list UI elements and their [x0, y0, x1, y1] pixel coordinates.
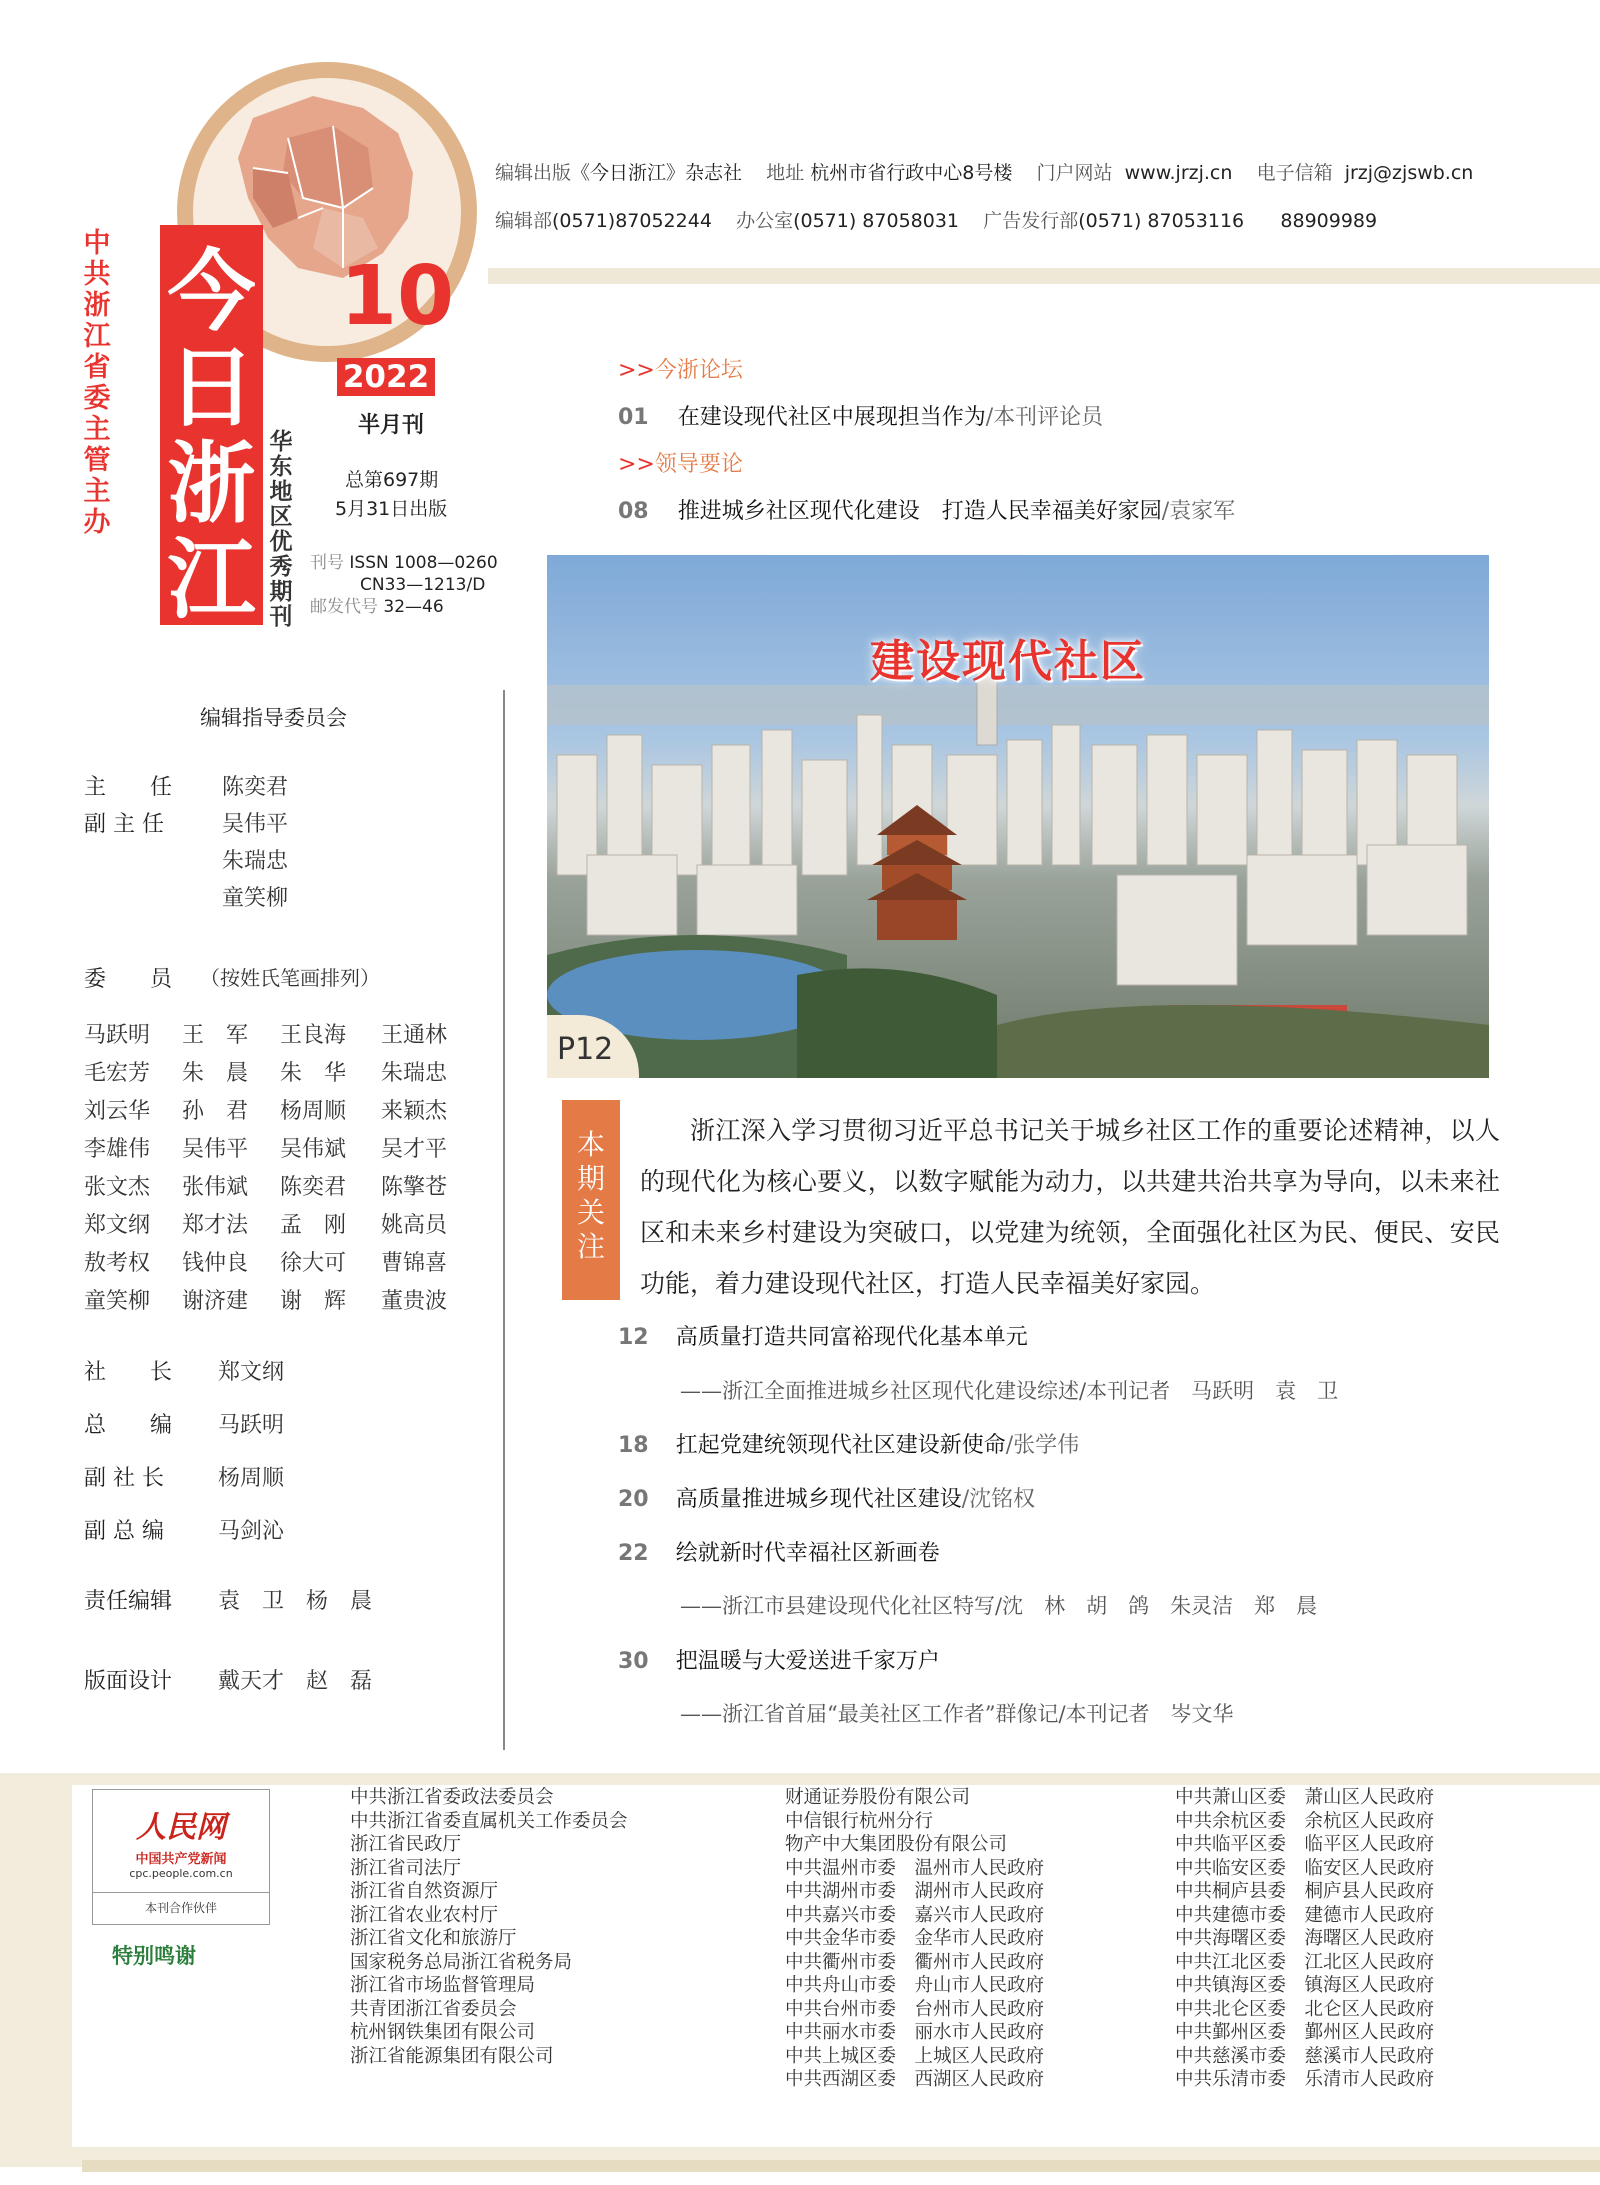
member-name: 郑才法: [182, 1213, 249, 1238]
title-char: 今: [167, 239, 256, 343]
article-subtitle: ——浙江全面推进城乡社区现代化建设综述/本刊记者 马跃明 袁 卫: [680, 1379, 1339, 1403]
thanks-entry: 中共江北区委 江北区人民政府: [1175, 1951, 1435, 1973]
article-title: 扛起党建统领现代社区建设新使命: [675, 1433, 1006, 1458]
member-name: 钱仲良: [182, 1251, 249, 1276]
toc-item[interactable]: [618, 1428, 1079, 1459]
thanks-entry: 中共北仑区委 北仑区人民政府: [1175, 1998, 1435, 2020]
page-number: 18: [618, 1433, 649, 1458]
member-name: 曹锦喜: [381, 1251, 448, 1276]
member-name: 陈奕君: [280, 1175, 347, 1200]
member-name: 朱瑞忠: [381, 1061, 448, 1086]
thanks-entry: 国家税务总局浙江省税务局: [350, 1951, 573, 1973]
publisher-info-line1: [495, 158, 1473, 185]
toc-item[interactable]: [618, 1482, 1035, 1513]
thanks-entry: 中共慈溪市委 慈溪市人民政府: [1175, 2045, 1435, 2067]
article-title: 高质量打造共同富裕现代化基本单元: [675, 1325, 1028, 1350]
thanks-entry: 中共镇海区委 镇海区人民政府: [1175, 1975, 1435, 1996]
feature-title: 建设现代社区: [870, 636, 1146, 687]
staff-name: 袁 卫 杨 晨: [218, 1589, 373, 1614]
issn: ISSN 1008—0260: [349, 553, 498, 573]
members-label: 委 员: [84, 967, 173, 992]
toc-item[interactable]: [618, 1536, 940, 1567]
member-name: 朱 华: [280, 1061, 347, 1086]
partner-sub: 中国共产党新闻: [135, 1852, 227, 1867]
member-name: 谢 辉: [280, 1289, 347, 1314]
article-title: 绘就新时代幸福社区新画卷: [675, 1541, 940, 1566]
thanks-entry: 中共舟山市委 舟山市人民政府: [785, 1975, 1045, 1996]
member-name: 马跃明: [84, 1023, 151, 1048]
director-name: 陈奕君: [222, 775, 289, 800]
website-link[interactable]: www.jrzj.cn: [1124, 162, 1233, 184]
thanks-entry: 浙江省市场监督管理局: [350, 1975, 536, 1996]
member-name: 张伟斌: [182, 1175, 249, 1200]
member-name: 敖考权: [84, 1251, 151, 1276]
partner-tag: 本刊合作伙伴: [93, 1892, 269, 1916]
member-name: 姚高员: [381, 1213, 448, 1238]
thanks-entry: 中共萧山区委 萧山区人民政府: [1175, 1787, 1435, 1808]
staff-label: 责任编辑: [84, 1589, 173, 1614]
toc-item[interactable]: [618, 1320, 1028, 1351]
member-name: 谢济建: [182, 1289, 249, 1314]
section-title: 领导要论: [654, 452, 743, 477]
arrow-icon: >>: [618, 358, 655, 383]
thanks-col1: [350, 1786, 628, 2068]
member-name: 王通林: [381, 1023, 448, 1048]
thanks-entry: 中信银行杭州分行: [785, 1810, 934, 1832]
total-issue: 总第697期: [345, 469, 439, 491]
staff-name: 马剑沁: [218, 1519, 285, 1544]
thanks-entry: 中共湖州市委 湖州市人民政府: [785, 1881, 1045, 1902]
member-grid: [84, 1023, 481, 1314]
thanks-entry: 中共台州市委 台州市人民政府: [785, 1998, 1045, 2020]
staff-name: 戴天才 赵 磊: [218, 1669, 373, 1694]
info-label: 广告发行部: [983, 210, 1079, 232]
member-name: 刘云华: [84, 1099, 151, 1124]
info-value: 杭州市省行政中心8号楼: [810, 162, 1013, 184]
member-name: 朱 晨: [182, 1061, 249, 1086]
member-name: 孙 君: [182, 1099, 249, 1124]
issn-label: 刊号: [310, 553, 344, 573]
info-value: 88909989: [1280, 210, 1378, 232]
title-char: 江: [167, 527, 256, 631]
partner-logo[interactable]: [92, 1789, 270, 1925]
arrow-icon: >>: [618, 452, 655, 477]
info-value: (0571)87052244: [552, 210, 712, 232]
header-rule: [488, 268, 1600, 284]
article-title: 在建设现代社区中展现担当作为: [677, 405, 986, 430]
thanks-entry: 中共衢州市委 衢州市人民政府: [785, 1951, 1045, 1973]
thanks-entry: 中共浙江省委政法委员会: [350, 1787, 554, 1808]
info-value: (0571) 87053116: [1078, 210, 1245, 232]
thanks-entry: 中共西湖区委 西湖区人民政府: [785, 2069, 1045, 2090]
page-number: 22: [618, 1541, 649, 1566]
cn-number: CN33—1213/D: [360, 575, 486, 595]
thanks-col2: [785, 1786, 1044, 2092]
footer-rule: [82, 2160, 1600, 2172]
member-name: 陈擎苍: [381, 1175, 448, 1200]
deputy-label: 副 主 任: [84, 812, 164, 837]
member-name: 郑文纲: [84, 1213, 151, 1238]
thanks-entry: 中共金华市委 金华市人民政府: [785, 1928, 1045, 1949]
article-subtitle: ——浙江市县建设现代化社区特写/沈 林 胡 鸽 朱灵洁 郑 晨: [680, 1594, 1318, 1618]
partner-url: cpc.people.com.cn: [129, 1867, 233, 1880]
section-heading-leaders: [618, 447, 743, 478]
page-number: 30: [618, 1649, 649, 1674]
members-note: （按姓氏笔画排列）: [200, 966, 380, 990]
thanks-entry: 杭州钢铁集团有限公司: [350, 2022, 536, 2043]
staff-label: 社 长: [84, 1360, 173, 1385]
member-name: 王 军: [182, 1023, 249, 1048]
toc-item[interactable]: [618, 400, 1103, 431]
article-title: 高质量推进城乡现代社区建设: [675, 1487, 962, 1512]
deputy-name: 童笑柳: [222, 886, 289, 911]
postal-code: 32—46: [383, 597, 444, 617]
staff-label: 副 社 长: [84, 1466, 164, 1491]
member-name: 来颖杰: [381, 1099, 448, 1124]
toc-item[interactable]: [618, 1644, 940, 1675]
thanks-entry: 中共桐庐县委 桐庐县人民政府: [1175, 1881, 1435, 1902]
staff-name: 郑文纲: [218, 1360, 285, 1385]
director-label: 主 任: [84, 775, 173, 800]
staff-name: 马跃明: [218, 1413, 285, 1438]
thanks-entry: 浙江省民政厅: [350, 1834, 462, 1855]
thanks-entry: 浙江省能源集团有限公司: [350, 2045, 554, 2067]
year-badge: 2022: [337, 358, 435, 396]
focus-tag: [562, 1100, 620, 1300]
thanks-entry: 中共嘉兴市委 嘉兴市人民政府: [785, 1904, 1045, 1926]
thanks-entry: 中共浙江省委直属机关工作委员会: [350, 1810, 628, 1832]
staff-name: 杨周顺: [218, 1466, 285, 1491]
postal-label: 邮发代号: [310, 597, 378, 617]
article-title: 推进城乡社区现代化建设 打造人民幸福美好家园: [677, 499, 1162, 524]
frequency: 半月刊: [358, 413, 425, 438]
thanks-entry: 中共温州市委 温州市人民政府: [785, 1857, 1045, 1879]
thanks-label: 特别鸣谢: [112, 1943, 196, 1968]
info-label: 电子信箱: [1256, 162, 1333, 184]
member-name: 毛宏芳: [84, 1061, 151, 1086]
thanks-entry: 共青团浙江省委员会: [350, 1998, 517, 2020]
article-author: /沈铭权: [961, 1487, 1036, 1512]
page-number: 08: [618, 499, 649, 524]
issue-number: 10: [340, 249, 455, 344]
thanks-entry: 浙江省文化和旅游厅: [350, 1928, 517, 1949]
member-name: 吴伟平: [182, 1137, 249, 1162]
page-number: 12: [618, 1325, 649, 1350]
email-link[interactable]: jrzj@zjswb.cn: [1344, 162, 1474, 184]
article-author: /张学伟: [1005, 1433, 1080, 1458]
column-divider: [503, 690, 505, 1750]
publish-date: 5月31日出版: [335, 498, 448, 520]
article-title: 把温暖与大爱送进千家万户: [675, 1649, 940, 1674]
thanks-entry: 中共建德市委 建德市人民政府: [1175, 1904, 1435, 1926]
thanks-entry: 中共丽水市委 丽水市人民政府: [785, 2022, 1045, 2043]
info-value: 《今日浙江》杂志社: [571, 162, 743, 184]
thanks-entry: 浙江省司法厅: [350, 1857, 462, 1879]
thanks-entry: 中共临平区委 临平区人民政府: [1175, 1834, 1435, 1855]
intro-paragraph: 浙江深入学习贯彻习近平总书记关于城乡社区工作的重要论述精神，以人的现代化为核心要义，以数字赋能为动力，以共建共治共享为导向，以未来社区和未来乡村建设为突破口，以党建为统领，全面强化社区为民、便民、安民功能，着力建设现代社区，打造人民幸福美好家园。: [640, 1116, 1500, 1298]
member-name: 杨周顺: [280, 1099, 347, 1124]
page-number: 01: [618, 405, 649, 430]
info-label: 地址: [766, 162, 805, 184]
member-name: 董贵波: [381, 1289, 448, 1314]
publisher-info-line2: [495, 206, 1377, 233]
info-label: 办公室: [736, 210, 794, 232]
thanks-entry: 中共余杭区委 余杭区人民政府: [1175, 1810, 1435, 1832]
people-logo-icon: 人民网: [136, 1810, 226, 1845]
award-vertical: 华东地区优秀期刊: [269, 429, 293, 630]
thanks-entry: 中共临安区委 临安区人民政府: [1175, 1857, 1435, 1879]
thanks-entry: 中共上城区委 上城区人民政府: [785, 2045, 1045, 2067]
page-number: 20: [618, 1487, 649, 1512]
thanks-entry: 物产中大集团股份有限公司: [785, 1834, 1008, 1855]
member-name: 吴伟斌: [280, 1137, 347, 1162]
member-name: 张文杰: [84, 1175, 151, 1200]
magazine-title-block: [160, 225, 263, 631]
title-char: 浙: [167, 431, 256, 535]
info-value: (0571) 87058031: [793, 210, 960, 232]
sponsor-vertical: 中共浙江省委主管主办: [83, 228, 111, 538]
feature-page-tag[interactable]: P12: [547, 1015, 639, 1078]
thanks-entry: 财通证券股份有限公司: [785, 1787, 971, 1808]
member-name: 吴才平: [381, 1137, 448, 1162]
article-author: /袁家军: [1161, 499, 1236, 524]
article-author: /本刊评论员: [985, 405, 1104, 430]
member-name: 孟 刚: [280, 1213, 347, 1238]
thanks-col3: [1175, 1786, 1434, 2092]
deputy-name: 吴伟平: [222, 812, 289, 837]
member-name: 王良海: [280, 1023, 347, 1048]
title-char: 日: [167, 335, 256, 439]
article-subtitle: ——浙江省首届“最美社区工作者”群像记/本刊记者 岑文华: [680, 1702, 1234, 1726]
committee-heading: 编辑指导委员会: [200, 706, 347, 730]
section-title: 今浙论坛: [654, 358, 743, 383]
thanks-entry: 中共乐清市委 乐清市人民政府: [1175, 2069, 1435, 2090]
thanks-entry: 浙江省农业农村厅: [350, 1904, 499, 1926]
thanks-entry: 中共鄞州区委 鄞州区人民政府: [1175, 2022, 1435, 2043]
staff-label: 版面设计: [84, 1669, 173, 1694]
section-heading-forum: [618, 353, 743, 384]
member-name: 童笑柳: [84, 1289, 151, 1314]
focus-tag-label: 本期关注: [577, 1128, 606, 1263]
info-label: 门户网站: [1036, 162, 1113, 184]
info-label: 编辑部: [495, 210, 553, 232]
thanks-entry: 浙江省自然资源厅: [350, 1881, 499, 1902]
staff-label: 副 总 编: [84, 1519, 164, 1544]
info-label: 编辑出版: [495, 162, 572, 184]
staff-label: 总 编: [84, 1413, 173, 1438]
member-name: 徐大可: [280, 1251, 347, 1276]
issn-block: [310, 552, 498, 618]
deputy-name: 朱瑞忠: [222, 849, 289, 874]
member-name: 李雄伟: [84, 1137, 151, 1162]
toc-item[interactable]: [618, 494, 1235, 525]
thanks-entry: 中共海曙区委 海曙区人民政府: [1175, 1928, 1435, 1949]
